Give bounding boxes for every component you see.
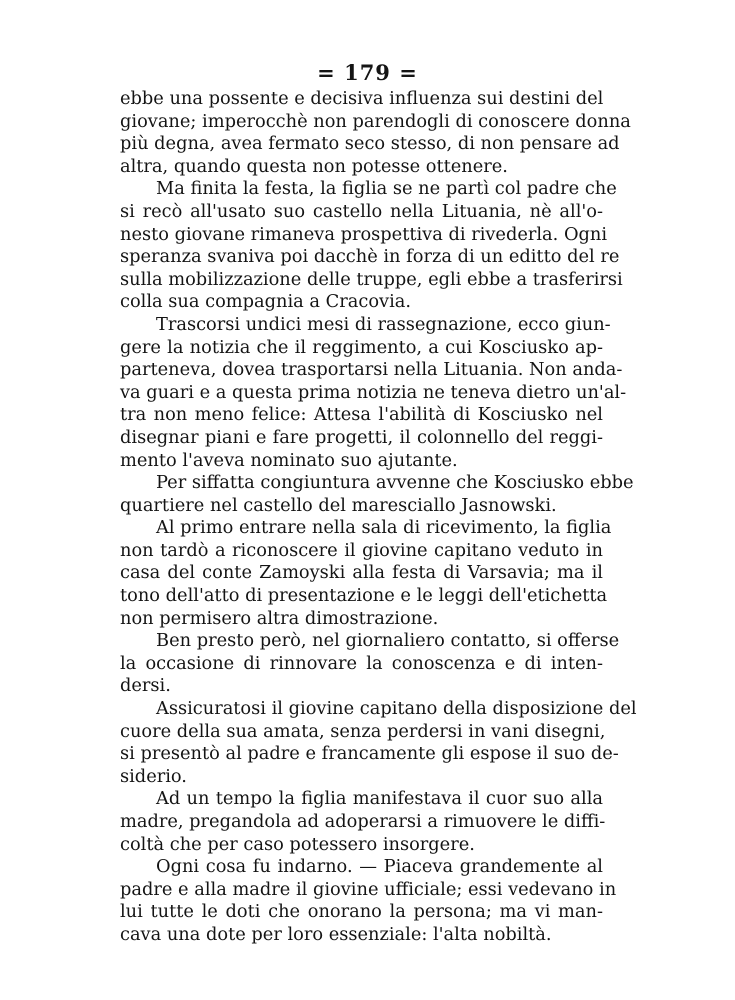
text-line: Ad un tempo la figlia manifestava il cuor suo alla — [156, 788, 603, 810]
text-line: colla sua compagnia a Cracovia. — [120, 291, 412, 313]
text-line: non tardò a riconoscere il giovine capitano veduto in — [120, 539, 603, 561]
text-line: madre, pregandola ad adoperarsi a rimuovere le diffi- — [120, 811, 606, 832]
text-line: giovane; imperocchè non parendogli di conoscere donna — [120, 110, 631, 132]
paragraph — [120, 788, 606, 856]
page-number: = 179 = — [317, 60, 418, 85]
paragraph — [120, 313, 627, 472]
text-line: Trascorsi undici mesi di rassegnazione, ecco giun- — [156, 313, 611, 335]
paragraph — [120, 178, 623, 314]
text-line: Assicuratosi il giovine capitano della disposizione del — [156, 698, 637, 720]
text-line: la occasione di rinnovare la conoscenza e di inten- — [120, 652, 603, 674]
paragraph — [120, 698, 637, 788]
text-line: cuore della sua amata, senza perdersi in vani disegni, — [120, 720, 606, 742]
text-line: padre e alla madre il giovine ufficiale; essi vedevano in — [120, 878, 617, 900]
text-line: disegnar piani e fare progetti, il colonnello del reggi- — [120, 426, 603, 448]
text-line: dersi. — [120, 675, 171, 697]
body-text — [120, 88, 637, 947]
text-line: non permisero altra dimostrazione. — [120, 607, 439, 629]
text-line: altra, quando questa non potesse ottenere. — [120, 155, 508, 177]
text-line: Ma finita la festa, la figlia se ne partì col padre che — [156, 178, 617, 200]
text-line: cava una dote per loro essenziale: l'alta nobiltà. — [120, 923, 552, 945]
text-line: Per siffatta congiuntura avvenne che Kosciusko ebbe — [156, 472, 634, 494]
text-line: Al primo entrare nella sala di ricevimento, la figlia — [156, 517, 612, 539]
text-line: va guari e a questa prima notizia ne teneva dietro un'al- — [120, 381, 627, 403]
text-line: si presentò al padre e francamente gli espose il suo de- — [120, 743, 619, 765]
paragraph — [120, 517, 612, 630]
text-line: quartiere nel castello del maresciallo Jasnowski. — [120, 494, 557, 516]
text-line: gere la notizia che il reggimento, a cui Kosciusko ap- — [120, 336, 603, 358]
paragraph — [120, 472, 634, 517]
text-line: Ben presto però, nel giornaliero contatto, si offerse — [156, 630, 620, 652]
text-line: parteneva, dovea trasportarsi nella Lituania. Non anda- — [120, 359, 623, 381]
text-line: tra non meno felice: Attesa l'abilità di Kosciusko nel — [120, 404, 603, 426]
text-line: si recò all'usato suo castello nella Lituania, nè all'o- — [120, 200, 603, 222]
paragraph — [120, 88, 631, 178]
text-line: lui tutte le doti che onorano la persona; ma vi man- — [120, 901, 603, 923]
text-line: nesto giovane rimaneva prospettiva di rivederla. Ogni — [120, 223, 608, 245]
text-line: sulla mobilizzazione delle truppe, egli ebbe a trasferirsi — [120, 268, 623, 290]
text-line: mento l'aveva nominato suo ajutante. — [120, 449, 458, 471]
text-line: più degna, avea fermato seco stesso, di non pensare ad — [120, 133, 620, 155]
text-line: casa del conte Zamoyski alla festa di Varsavia; ma il — [120, 562, 603, 584]
text-line: Ogni cosa fu indarno. — Piaceva grandemente al — [156, 856, 603, 878]
paragraph — [120, 630, 620, 698]
text-line: siderio. — [120, 765, 187, 787]
text-line: ebbe una possente e decisiva influenza sui destini del — [120, 88, 604, 109]
text-line: tono dell'atto di presentazione e le leggi dell'etichetta — [120, 585, 608, 607]
text-line: coltà che per caso potessero insorgere. — [120, 833, 475, 855]
text-line: speranza svaniva poi dacchè in forza di un editto del re — [120, 246, 620, 268]
paragraph — [120, 856, 617, 946]
